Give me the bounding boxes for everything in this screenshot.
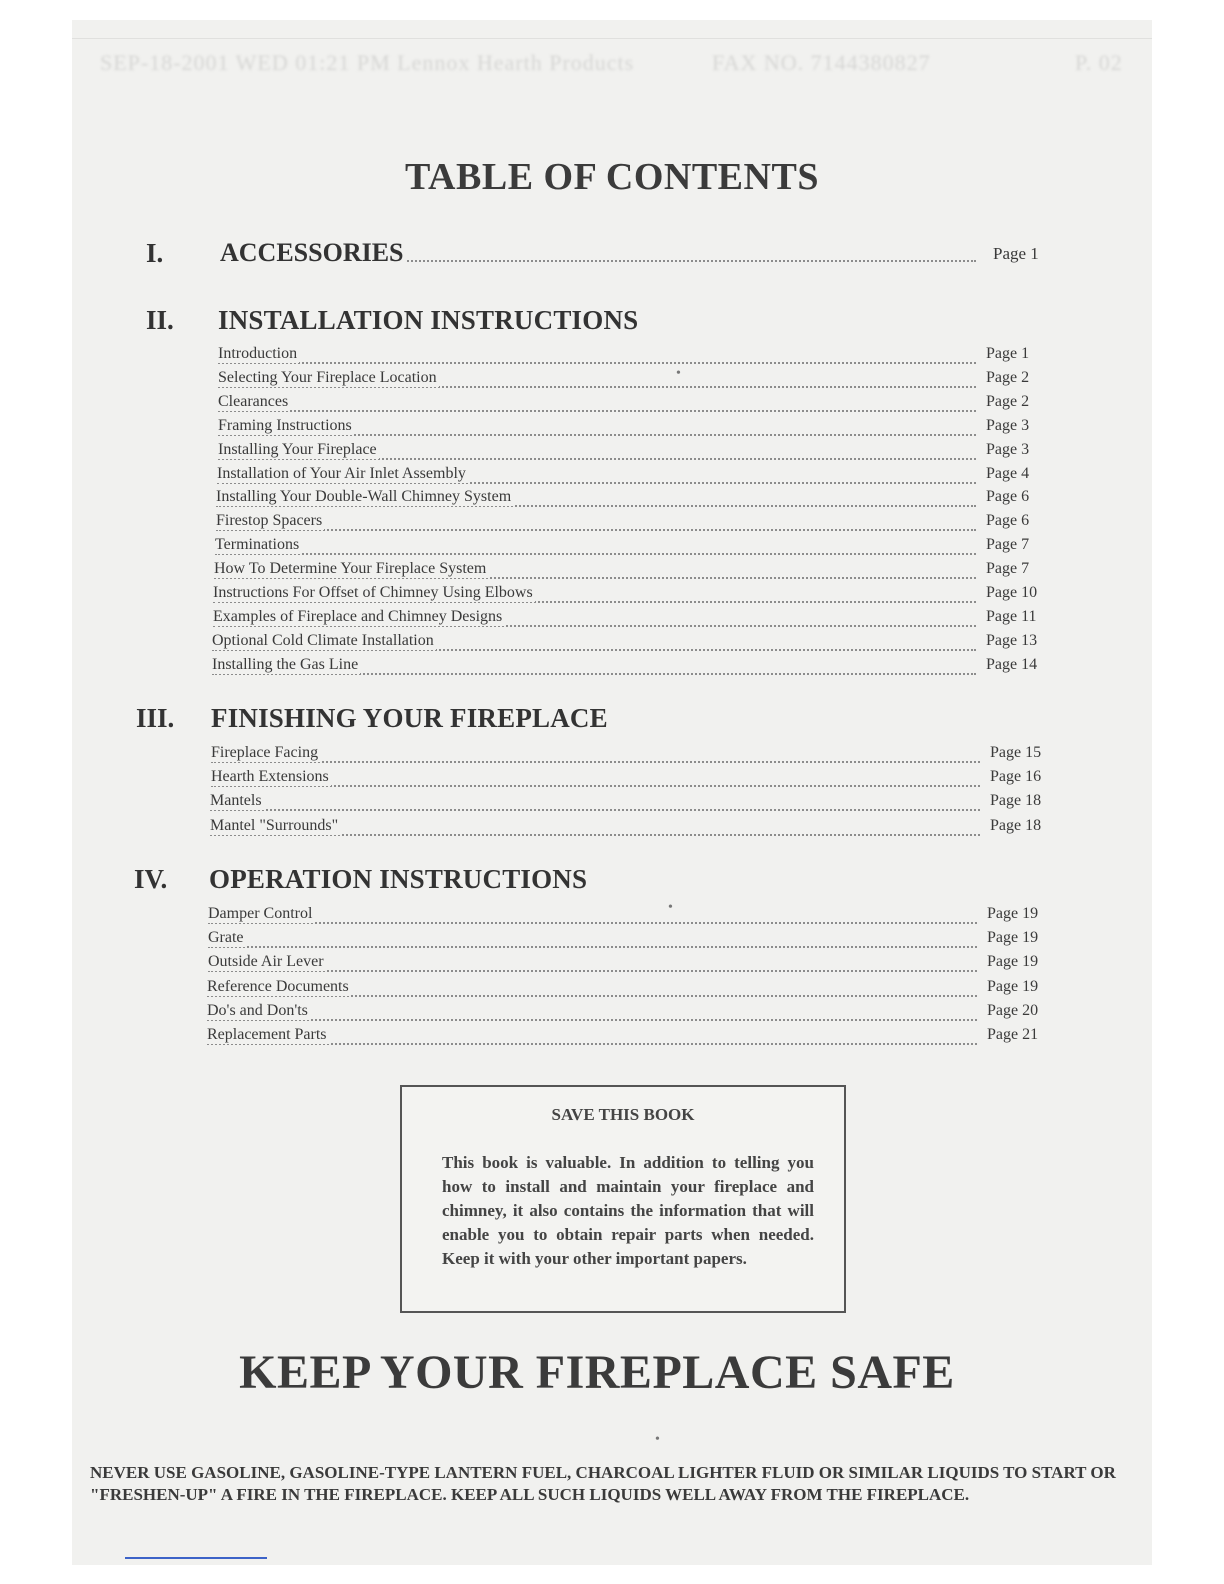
leader-dots: [207, 1017, 977, 1021]
toc-entry[interactable]: [218, 441, 1048, 463]
toc-entry[interactable]: [217, 465, 1048, 487]
leader-dots: [215, 551, 976, 555]
page-number: Page 7: [986, 560, 1030, 577]
page-number: Page 2: [986, 393, 1030, 410]
page-number: Page 18: [990, 792, 1042, 809]
toc-entry[interactable]: [208, 929, 1049, 951]
toc-entry[interactable]: [214, 560, 1048, 582]
page-number: Page 2: [986, 369, 1030, 386]
toc-entry-label: How To Determine Your Fireplace System: [214, 560, 487, 577]
page-number: Page 13: [986, 632, 1038, 649]
section-numeral-1: I.: [146, 238, 164, 268]
safety-heading: KEEP YOUR FIREPLACE SAFE: [239, 1346, 955, 1399]
leader-dots: [208, 920, 977, 924]
page-number: Page 1: [986, 345, 1030, 362]
toc-entry[interactable]: [211, 744, 1052, 766]
leader-dots: [218, 360, 976, 364]
toc-entry-label: Fireplace Facing: [211, 744, 319, 761]
toc-entry-label: Instructions For Offset of Chimney Using Elbows: [213, 584, 533, 601]
section-title-finishing: FINISHING YOUR FIREPLACE: [211, 703, 608, 733]
toc-entry[interactable]: [216, 488, 1048, 510]
toc-entry[interactable]: [218, 345, 1048, 367]
scan-speck: •: [676, 366, 681, 381]
leader-dots: [210, 807, 980, 811]
page-number: Page 19: [987, 929, 1039, 946]
section-numeral-4: IV.: [134, 864, 168, 894]
toc-entry-accessories[interactable]: [220, 238, 1048, 270]
toc-entry-label: Installation of Your Air Inlet Assembly: [217, 465, 466, 482]
page-number: Page 16: [990, 768, 1042, 785]
section-title-installation: INSTALLATION INSTRUCTIONS: [218, 305, 639, 335]
toc-entry[interactable]: [218, 369, 1048, 391]
section-numeral-2: II.: [146, 305, 174, 335]
section-title-accessories: ACCESSORIES: [220, 238, 404, 267]
toc-entry[interactable]: [212, 656, 1048, 678]
toc-entry-label: Optional Cold Climate Installation: [212, 632, 434, 649]
footer-rule: [125, 1557, 267, 1559]
toc-entry[interactable]: [213, 608, 1048, 630]
toc-entry-label: Terminations: [215, 536, 300, 553]
fax-header-left: SEP-18-2001 WED 01:21 PM Lennox Hearth Products: [100, 50, 635, 75]
page-number: Page 21: [987, 1026, 1039, 1043]
toc-entry[interactable]: [207, 1002, 1049, 1024]
page-title: TABLE OF CONTENTS: [405, 156, 819, 198]
toc-entry[interactable]: [216, 512, 1048, 534]
page-number: Page 14: [986, 656, 1038, 673]
page-number: Page 4: [986, 465, 1030, 482]
page-number: Page 18: [990, 817, 1042, 834]
page-number: Page 6: [986, 512, 1030, 529]
toc-entry[interactable]: [218, 417, 1048, 439]
toc-entry[interactable]: [218, 393, 1048, 415]
warning-text: NEVER USE GASOLINE, GASOLINE-TYPE LANTERN FUEL, CHARCOAL LIGHTER FLUID OR SIMILAR LIQUIDS TO START OR "FRESHEN-UP" A FIRE IN THE FIREPLACE. KEEP ALL SUCH LIQUIDS WELL AWAY FROM THE FIREPLACE.: [90, 1463, 1116, 1504]
page-number: Page 10: [986, 584, 1038, 601]
fax-header-right: P. 02: [1075, 50, 1123, 75]
toc-entry-label: Firestop Spacers: [216, 512, 323, 529]
page-number: Page 19: [987, 905, 1039, 922]
page-number: Page 1: [993, 244, 1039, 263]
page-number: Page 20: [987, 1002, 1039, 1019]
toc-entry[interactable]: [215, 536, 1048, 558]
toc-entry-label: Framing Instructions: [218, 417, 352, 434]
toc-entry[interactable]: [212, 632, 1048, 654]
toc-entry[interactable]: [208, 953, 1049, 975]
leader-dots: [208, 944, 977, 948]
toc-entry[interactable]: [210, 817, 1052, 839]
toc-entry-label: Installing Your Fireplace: [218, 441, 377, 458]
section-title-operation: OPERATION INSTRUCTIONS: [209, 864, 588, 894]
scan-speck: •: [655, 1432, 660, 1447]
notice-title: SAVE THIS BOOK: [551, 1105, 695, 1124]
page-number: Page 7: [986, 536, 1030, 553]
page-number: Page 15: [990, 744, 1042, 761]
toc-entry-label: Mantels: [210, 792, 262, 809]
leader-dots: [218, 408, 976, 412]
toc-entry-label: Outside Air Lever: [208, 953, 324, 970]
toc-entry-label: Introduction: [218, 345, 298, 362]
page-number: Page 3: [986, 417, 1030, 434]
toc-entry-label: Selecting Your Fireplace Location: [218, 369, 437, 386]
toc-entry[interactable]: [207, 1026, 1049, 1048]
leader-dots: [211, 759, 980, 763]
section-numeral-3: III.: [136, 703, 175, 733]
page-number: Page 11: [986, 608, 1037, 625]
toc-entry-label: Reference Documents: [207, 978, 349, 995]
toc-entry-label: Installing the Gas Line: [212, 656, 359, 673]
toc-entry[interactable]: [207, 978, 1049, 1000]
fax-header-middle: FAX NO. 7144380827: [712, 50, 931, 75]
toc-entry-label: Damper Control: [208, 905, 313, 922]
toc-entry[interactable]: [213, 584, 1048, 606]
toc-entry-label: Mantel "Surrounds": [210, 817, 339, 834]
leader-dots: [216, 527, 976, 531]
toc-entry-label: Hearth Extensions: [211, 768, 329, 785]
page-number: Page 6: [986, 488, 1030, 505]
notice-text: This book is valuable. In addition to telling you how to install and maintain your fireplace and chimney, it also contains the information that will enable you to obtain repair parts when needed. Keep it with your other important papers.: [442, 1153, 814, 1268]
page-number: Page 19: [987, 953, 1039, 970]
toc-entry-label: Installing Your Double-Wall Chimney System: [216, 488, 512, 505]
toc-entry-label: Grate: [208, 929, 244, 946]
toc-entry-label: Examples of Fireplace and Chimney Designs: [213, 608, 503, 625]
toc-entry[interactable]: [211, 768, 1052, 790]
toc-entry-label: Clearances: [218, 393, 289, 410]
save-this-book-box: [400, 1085, 846, 1313]
page-number: Page 19: [987, 978, 1039, 995]
toc-entry[interactable]: [208, 905, 1049, 927]
scan-speck: •: [668, 900, 673, 915]
toc-entry-label: Do's and Don'ts: [207, 1002, 308, 1019]
toc-entry-label: Replacement Parts: [207, 1026, 327, 1043]
page-number: Page 3: [986, 441, 1030, 458]
page-edge-line: [72, 38, 1152, 39]
fax-header: [100, 50, 1150, 90]
toc-entry[interactable]: [210, 792, 1052, 814]
